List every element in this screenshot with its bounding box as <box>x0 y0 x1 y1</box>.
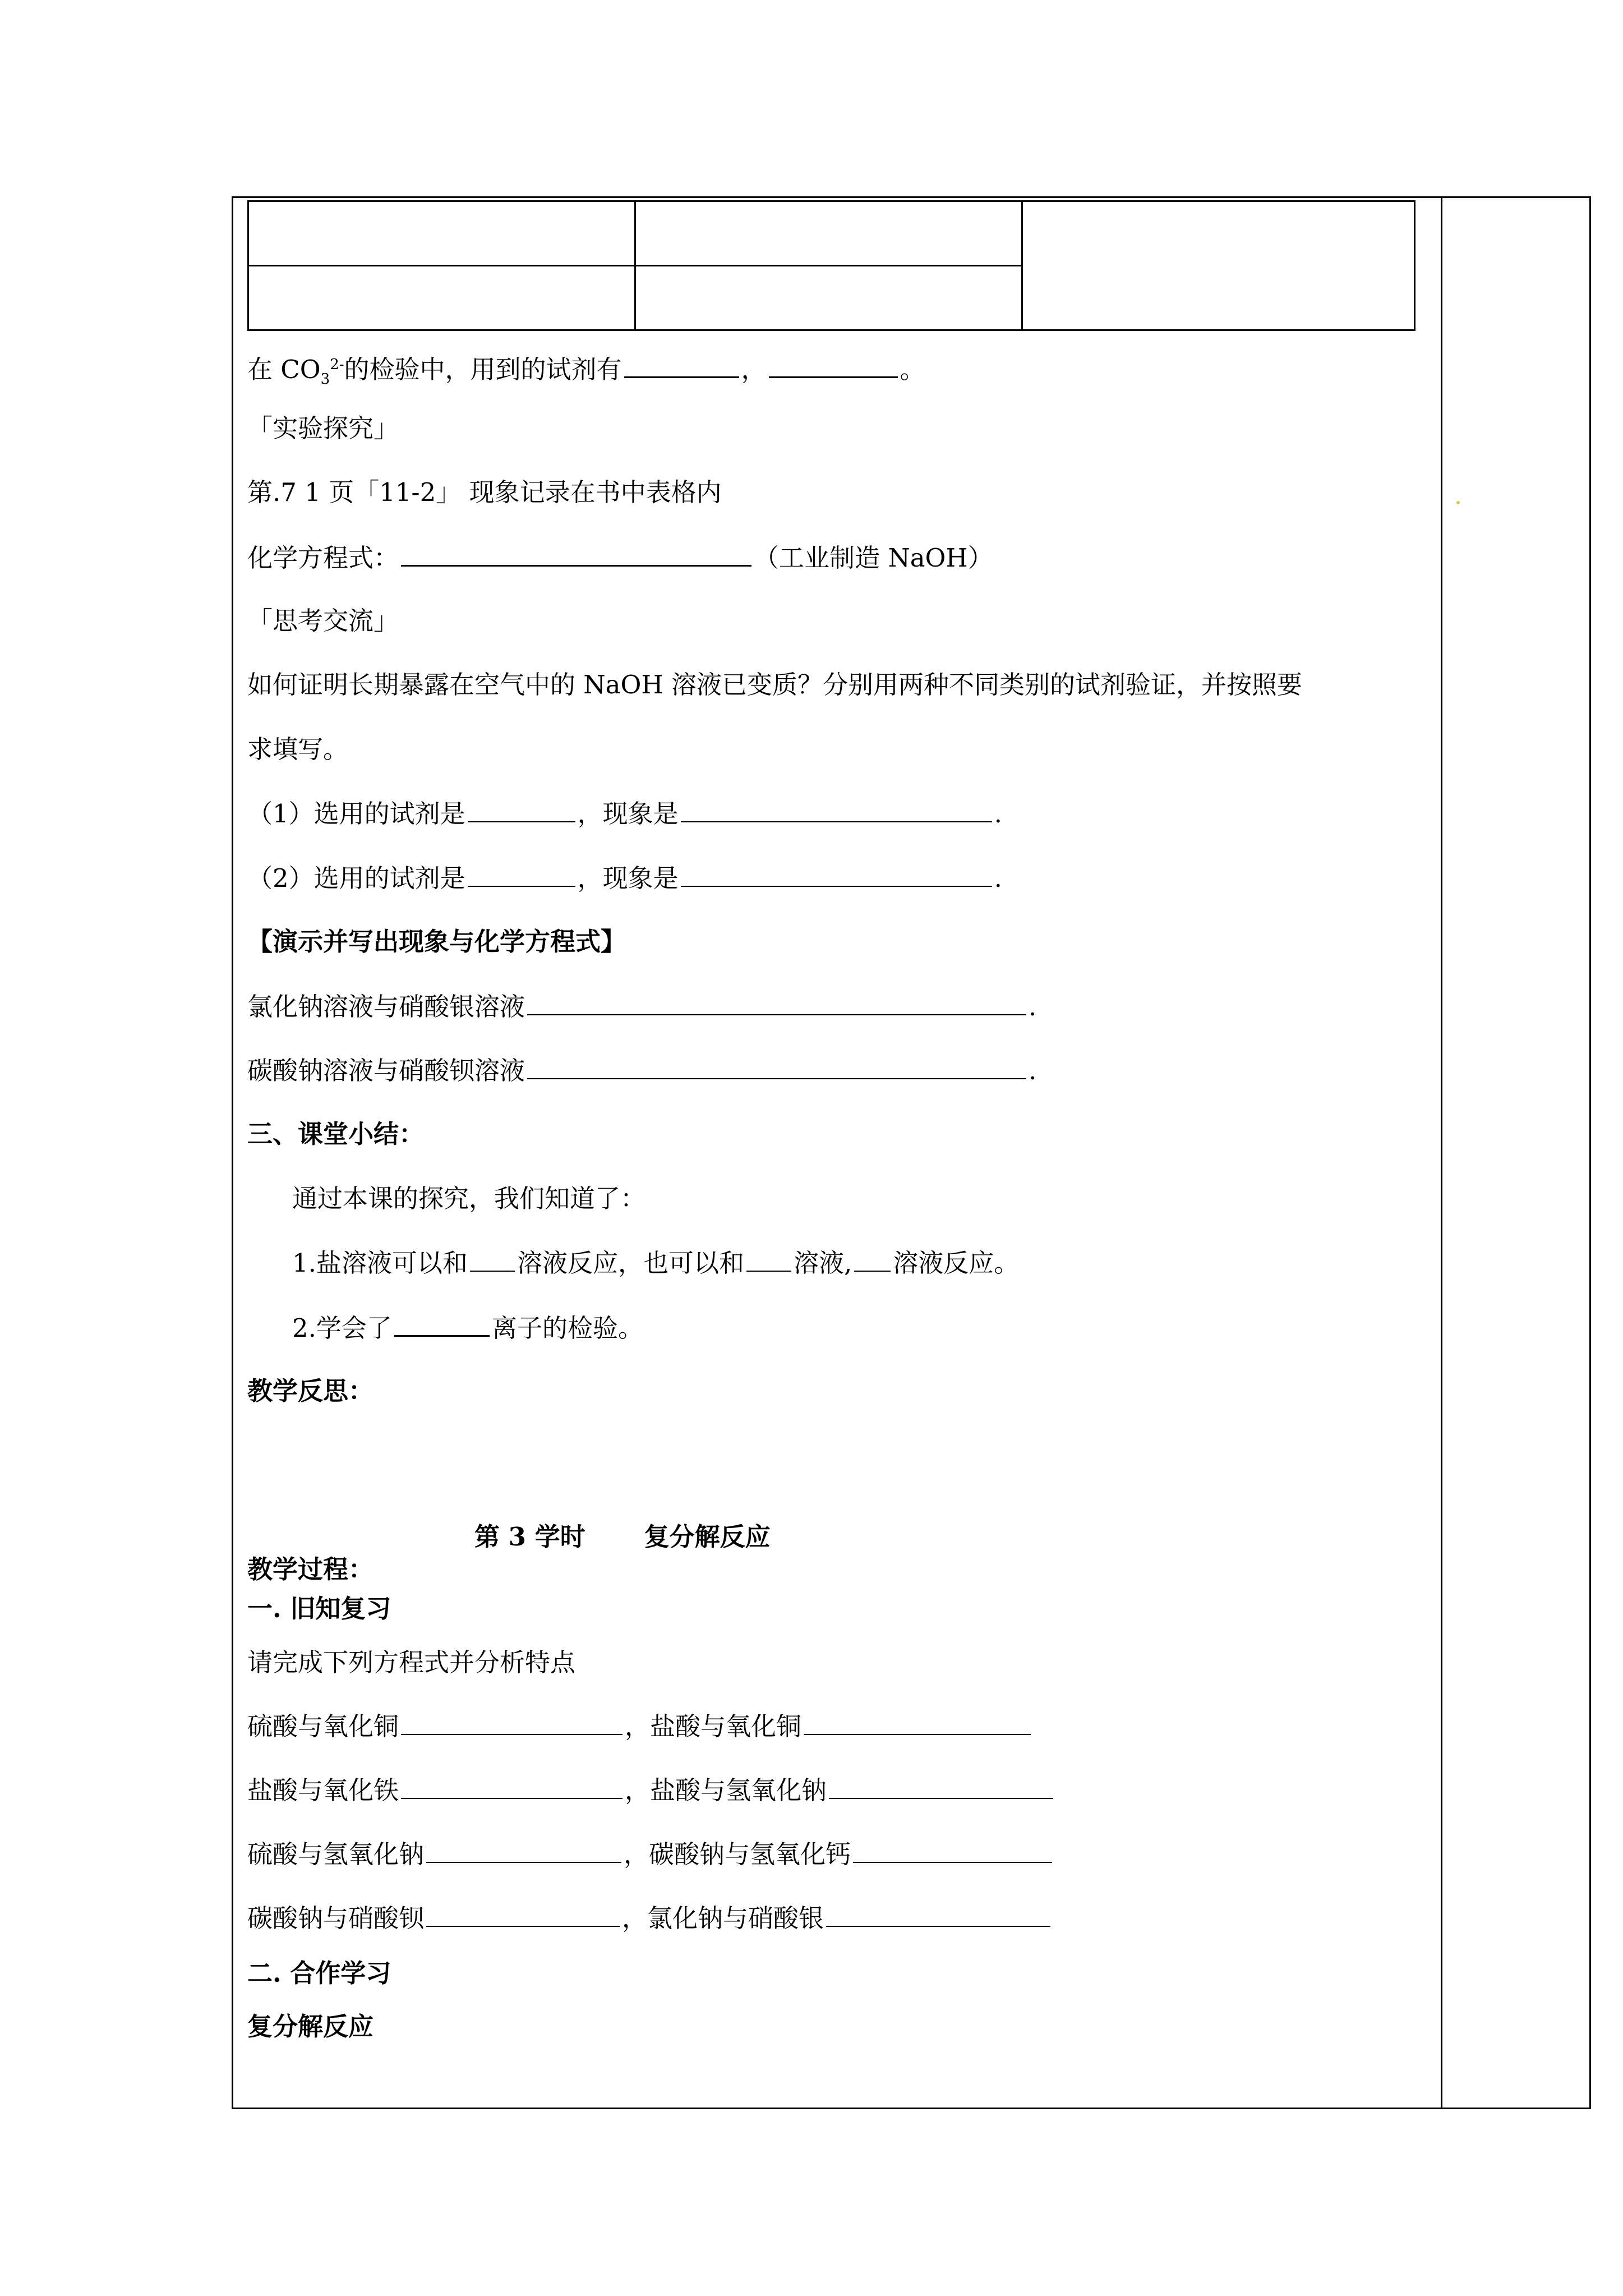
answer-line-2 <box>247 861 1002 895</box>
summary-text: 溶液反应，也可以和 <box>517 1248 744 1278</box>
demo-item-1 <box>247 990 1036 1024</box>
period: 。 <box>900 355 925 384</box>
co3-superscript: 2- <box>330 356 344 373</box>
blank-field[interactable] <box>468 797 575 822</box>
equation-note: （工业制造 NaOH） <box>754 543 993 573</box>
demo-title: 【演示并写出现象与化学方程式】 <box>247 927 626 956</box>
blank-field[interactable] <box>746 1246 791 1272</box>
review-left: 硫酸与氢氧化钠 <box>247 1839 425 1869</box>
equation-line <box>247 540 993 575</box>
blank-field[interactable] <box>426 1837 621 1863</box>
answer-mid: ，现象是 <box>577 863 679 893</box>
summary-item-1 <box>292 1246 1019 1280</box>
blank-field[interactable] <box>468 861 575 887</box>
review-row: 硫酸与氧化铜 ，盐酸与氧化铜 <box>247 1709 1033 1743</box>
review-right: 盐酸与氢氧化钠 <box>650 1775 827 1805</box>
answer-prefix: （2）选用的试剂是 <box>247 863 465 893</box>
blank-table <box>247 200 1415 331</box>
review-row: 硫酸与氢氧化钠 ，碳酸钠与氢氧化钙 <box>247 1837 1054 1871</box>
co3-subscript: 3 <box>320 371 330 388</box>
blank-field[interactable] <box>426 1901 620 1927</box>
answer-line-1 <box>247 797 1002 831</box>
lesson-number: 第 3 学时 <box>474 1522 585 1552</box>
coop-title: 二. 合作学习 <box>247 1958 391 1988</box>
summary-intro: 通过本课的探究，我们知道了： <box>292 1184 646 1213</box>
summary-text: 1.盐溶液可以和 <box>292 1248 468 1278</box>
blank-field[interactable] <box>401 1709 623 1735</box>
review-title: 一. 旧知复习 <box>247 1594 391 1623</box>
blank-field[interactable] <box>681 861 992 887</box>
demo-end: . <box>1029 1056 1037 1085</box>
blank-field[interactable] <box>527 990 1026 1015</box>
answer-prefix: （1）选用的试剂是 <box>247 799 465 829</box>
reflection-title: 教学反思： <box>247 1376 374 1406</box>
blank-field[interactable] <box>527 1053 1026 1079</box>
review-left: 硫酸与氧化铜 <box>247 1711 399 1741</box>
blank-field[interactable] <box>853 1837 1052 1863</box>
review-intro: 请完成下列方程式并分析特点 <box>247 1648 576 1677</box>
blank-field[interactable] <box>826 1901 1050 1927</box>
separator: ， <box>741 355 767 384</box>
right-column-divider <box>1441 196 1442 2109</box>
blank-cell <box>635 266 1022 330</box>
summary-text: 溶液, <box>793 1248 852 1278</box>
blank-cell <box>248 201 635 266</box>
answer-mid: ，现象是 <box>577 799 679 829</box>
blank-field[interactable] <box>624 352 739 378</box>
demo-text: 碳酸钠溶液与硝酸钡溶液 <box>247 1056 525 1085</box>
blank-cell <box>635 201 1022 266</box>
coop-topic: 复分解反应 <box>247 2012 374 2041</box>
co3-prefix: 在 CO <box>247 355 321 384</box>
lesson-heading <box>474 1520 771 1554</box>
demo-text: 氯化钠溶液与硝酸银溶液 <box>247 992 525 1022</box>
blank-field[interactable] <box>854 1246 891 1272</box>
blank-field[interactable] <box>401 1773 623 1799</box>
section-experiment: 「实验探究」 <box>247 413 399 443</box>
lesson-topic: 复分解反应 <box>644 1522 771 1552</box>
page-reference: 第.7 1 页「11-2」 现象记录在书中表格内 <box>247 477 722 507</box>
process-title: 教学过程： <box>247 1554 374 1584</box>
review-row: 碳酸钠与硝酸钡 ，氯化钠与硝酸银 <box>247 1901 1053 1935</box>
stray-mark <box>1456 501 1460 504</box>
blank-field[interactable] <box>769 352 898 378</box>
blank-cell <box>248 266 635 330</box>
summary-text: 溶液反应。 <box>893 1248 1020 1278</box>
answer-end: . <box>994 863 1002 893</box>
review-right: 碳酸钠与氢氧化钙 <box>649 1839 851 1869</box>
review-row: 盐酸与氧化铁 ，盐酸与氢氧化钠 <box>247 1773 1055 1807</box>
demo-end: . <box>1029 992 1037 1022</box>
summary-text: 离子的检验。 <box>491 1313 643 1343</box>
summary-item-2 <box>292 1310 643 1345</box>
blank-field[interactable] <box>804 1709 1031 1735</box>
demo-item-2 <box>247 1053 1036 1088</box>
question-line: 如何证明长期暴露在空气中的 NaOH 溶液已变质？分别用两种不同类别的试剂验证，并按照要 <box>247 670 1302 700</box>
summary-text: 2.学会了 <box>292 1313 392 1343</box>
blank-field[interactable] <box>829 1773 1053 1799</box>
question-line: 求填写。 <box>247 734 349 764</box>
review-right: 氯化钠与硝酸银 <box>647 1903 824 1933</box>
blank-field[interactable] <box>401 540 751 567</box>
review-right: 盐酸与氧化铜 <box>650 1711 802 1741</box>
equation-label: 化学方程式： <box>247 543 399 573</box>
review-left: 碳酸钠与硝酸钡 <box>247 1903 425 1933</box>
summary-title: 三、课堂小结： <box>247 1119 425 1149</box>
answer-end: . <box>994 799 1002 829</box>
review-left: 盐酸与氧化铁 <box>247 1775 399 1805</box>
co3-middle: 的检验中，用到的试剂有 <box>344 355 622 384</box>
blank-field[interactable] <box>470 1246 515 1272</box>
co3-test-line <box>247 348 925 396</box>
blank-field[interactable] <box>394 1310 490 1337</box>
section-think: 「思考交流」 <box>247 606 399 636</box>
blank-field[interactable] <box>681 797 992 822</box>
blank-cell-merged <box>1022 201 1415 330</box>
